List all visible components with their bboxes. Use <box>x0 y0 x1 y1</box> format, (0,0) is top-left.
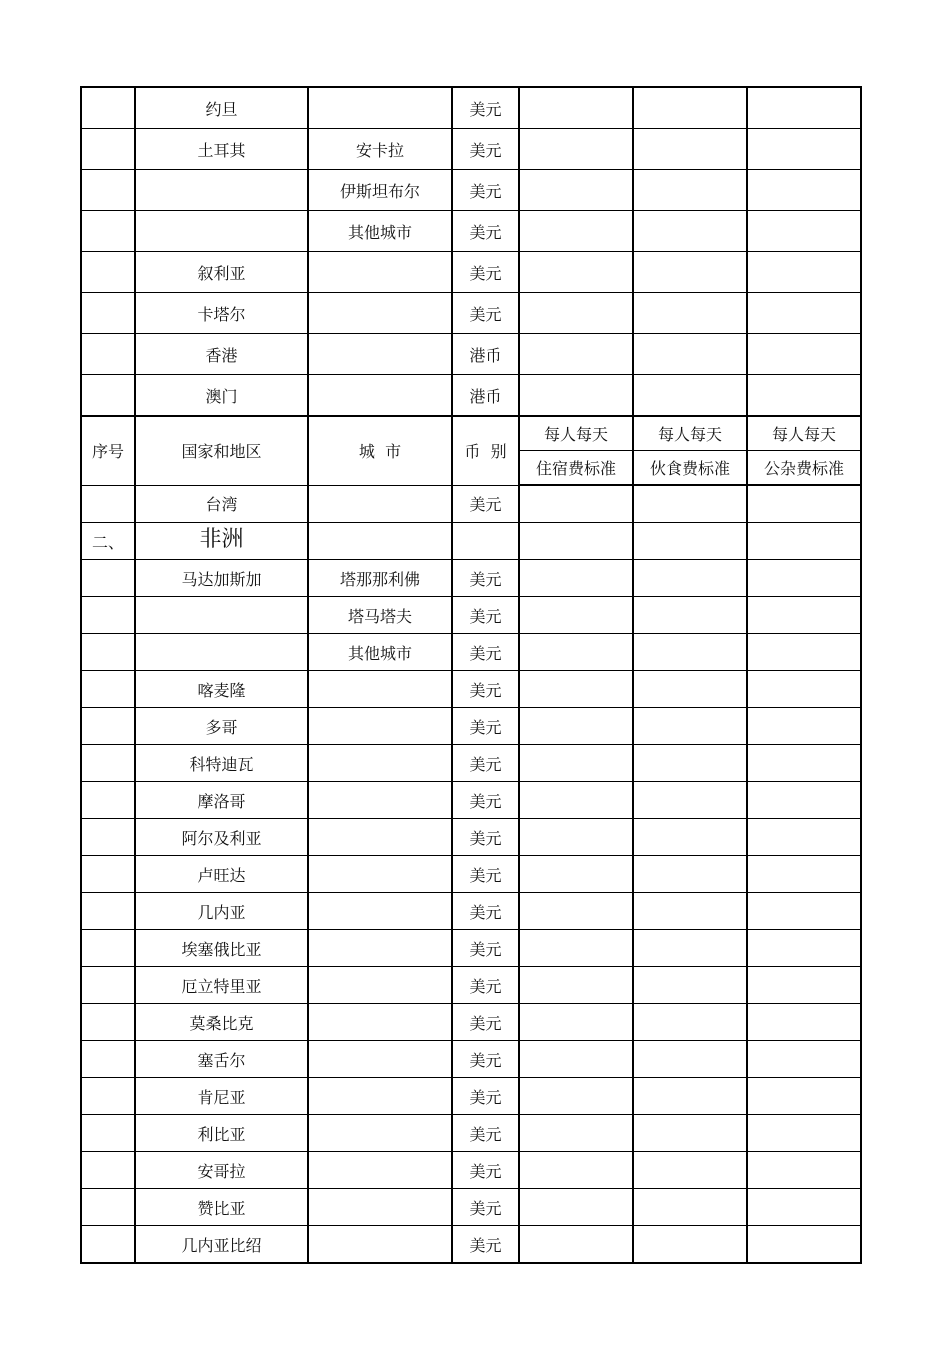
city-cell <box>308 1152 452 1189</box>
seq-cell <box>81 671 135 708</box>
seq-cell <box>81 1189 135 1226</box>
expense-standard-table <box>80 86 862 1264</box>
currency-cell: 美元 <box>452 252 519 293</box>
misc-cell <box>747 560 861 597</box>
currency-cell: 美元 <box>452 967 519 1004</box>
city-cell <box>308 819 452 856</box>
currency-cell: 港币 <box>452 334 519 375</box>
seq-cell <box>81 782 135 819</box>
currency-cell: 美元 <box>452 87 519 129</box>
table-row <box>81 745 861 782</box>
food-cell <box>633 170 747 211</box>
lodging-cell <box>519 485 633 523</box>
table-row <box>81 1004 861 1041</box>
lodging-cell <box>519 1041 633 1078</box>
food-cell <box>633 967 747 1004</box>
header-country: 国家和地区 <box>135 416 308 485</box>
misc-cell <box>747 293 861 334</box>
currency-cell: 美元 <box>452 1152 519 1189</box>
seq-cell <box>81 1226 135 1264</box>
lodging-cell <box>519 1152 633 1189</box>
currency-cell: 美元 <box>452 819 519 856</box>
city-cell <box>308 745 452 782</box>
city-cell <box>308 485 452 523</box>
currency-cell: 美元 <box>452 634 519 671</box>
misc-cell <box>747 1004 861 1041</box>
table-row <box>81 1189 861 1226</box>
misc-cell <box>747 893 861 930</box>
food-cell <box>633 1078 747 1115</box>
currency-cell: 美元 <box>452 1078 519 1115</box>
seq-cell <box>81 1078 135 1115</box>
lodging-cell <box>519 856 633 893</box>
country-cell: 赞比亚 <box>135 1189 308 1226</box>
table-row <box>81 893 861 930</box>
table-row <box>81 634 861 671</box>
seq-cell <box>81 745 135 782</box>
food-cell <box>633 1004 747 1041</box>
lodging-cell <box>519 745 633 782</box>
currency-cell: 美元 <box>452 930 519 967</box>
currency-cell: 美元 <box>452 560 519 597</box>
currency-cell: 美元 <box>452 293 519 334</box>
city-cell <box>308 856 452 893</box>
header-misc-top: 每人每天 <box>747 416 861 451</box>
country-cell: 科特迪瓦 <box>135 745 308 782</box>
food-cell <box>633 375 747 417</box>
misc-cell <box>747 252 861 293</box>
city-cell <box>308 1078 452 1115</box>
misc-cell <box>747 1078 861 1115</box>
country-cell: 土耳其 <box>135 129 308 170</box>
city-cell <box>308 967 452 1004</box>
currency-cell: 美元 <box>452 1115 519 1152</box>
seq-cell <box>81 1004 135 1041</box>
city-cell <box>308 523 452 560</box>
table-row <box>81 334 861 375</box>
country-cell: 摩洛哥 <box>135 782 308 819</box>
city-cell <box>308 1004 452 1041</box>
seq-cell <box>81 334 135 375</box>
city-cell <box>308 930 452 967</box>
city-cell <box>308 893 452 930</box>
lodging-cell <box>519 782 633 819</box>
table-row <box>81 375 861 417</box>
lodging-cell <box>519 1189 633 1226</box>
currency-cell: 美元 <box>452 856 519 893</box>
lodging-cell <box>519 930 633 967</box>
misc-cell <box>747 819 861 856</box>
country-cell: 几内亚 <box>135 893 308 930</box>
seq-cell <box>81 930 135 967</box>
seq-cell <box>81 819 135 856</box>
currency-cell: 港币 <box>452 375 519 417</box>
currency-cell: 美元 <box>452 211 519 252</box>
city-cell <box>308 1041 452 1078</box>
table-row <box>81 819 861 856</box>
country-cell: 台湾 <box>135 485 308 523</box>
lodging-cell <box>519 1115 633 1152</box>
city-cell <box>308 1189 452 1226</box>
food-cell <box>633 671 747 708</box>
country-cell: 厄立特里亚 <box>135 967 308 1004</box>
table-row <box>81 129 861 170</box>
misc-cell <box>747 856 861 893</box>
food-cell <box>633 819 747 856</box>
table-row <box>81 1041 861 1078</box>
lodging-cell <box>519 671 633 708</box>
seq-cell <box>81 893 135 930</box>
table-row <box>81 1078 861 1115</box>
currency-cell <box>452 523 519 560</box>
table-row <box>81 560 861 597</box>
currency-cell: 美元 <box>452 485 519 523</box>
city-cell: 塔那那利佛 <box>308 560 452 597</box>
misc-cell <box>747 597 861 634</box>
lodging-cell <box>519 1004 633 1041</box>
misc-cell <box>747 708 861 745</box>
lodging-cell <box>519 129 633 170</box>
seq-cell <box>81 170 135 211</box>
seq-cell <box>81 252 135 293</box>
food-cell <box>633 856 747 893</box>
currency-cell: 美元 <box>452 782 519 819</box>
currency-cell: 美元 <box>452 1041 519 1078</box>
misc-cell <box>747 375 861 417</box>
seq-cell <box>81 634 135 671</box>
header-food-bottom: 伙食费标准 <box>633 451 747 486</box>
table-row <box>81 930 861 967</box>
lodging-cell <box>519 597 633 634</box>
lodging-cell <box>519 560 633 597</box>
table-row <box>81 1115 861 1152</box>
table-row <box>81 293 861 334</box>
misc-cell <box>747 1152 861 1189</box>
lodging-cell <box>519 252 633 293</box>
lodging-cell <box>519 708 633 745</box>
country-cell: 塞舌尔 <box>135 1041 308 1078</box>
misc-cell <box>747 782 861 819</box>
misc-cell <box>747 1041 861 1078</box>
misc-cell <box>747 523 861 560</box>
country-cell: 约旦 <box>135 87 308 129</box>
seq-cell <box>81 1152 135 1189</box>
seq-cell <box>81 485 135 523</box>
country-cell <box>135 597 308 634</box>
table-row <box>81 671 861 708</box>
food-cell <box>633 597 747 634</box>
lodging-cell <box>519 170 633 211</box>
table-row <box>81 856 861 893</box>
table-row <box>81 967 861 1004</box>
table-row <box>81 252 861 293</box>
country-cell: 叙利亚 <box>135 252 308 293</box>
food-cell <box>633 252 747 293</box>
seq-cell <box>81 856 135 893</box>
misc-cell <box>747 1189 861 1226</box>
seq-cell <box>81 211 135 252</box>
misc-cell <box>747 334 861 375</box>
seq-cell <box>81 1041 135 1078</box>
misc-cell <box>747 87 861 129</box>
country-cell <box>135 170 308 211</box>
city-cell <box>308 1115 452 1152</box>
header-lodging-bottom: 住宿费标准 <box>519 451 633 486</box>
seq-cell <box>81 129 135 170</box>
food-cell <box>633 560 747 597</box>
lodging-cell <box>519 375 633 417</box>
lodging-cell <box>519 211 633 252</box>
lodging-cell <box>519 1078 633 1115</box>
misc-cell <box>747 671 861 708</box>
lodging-cell <box>519 967 633 1004</box>
currency-cell: 美元 <box>452 129 519 170</box>
currency-cell: 美元 <box>452 1226 519 1264</box>
city-cell: 塔马塔夫 <box>308 597 452 634</box>
table-row <box>81 87 861 129</box>
misc-cell <box>747 1115 861 1152</box>
seq-cell <box>81 560 135 597</box>
misc-cell <box>747 634 861 671</box>
country-cell: 莫桑比克 <box>135 1004 308 1041</box>
table-row <box>81 782 861 819</box>
seq-cell <box>81 375 135 417</box>
header-seq: 序号 <box>81 416 135 485</box>
seq-cell <box>81 597 135 634</box>
lodging-cell <box>519 293 633 334</box>
expense-standard-sheet <box>80 86 860 1264</box>
food-cell <box>633 1226 747 1264</box>
country-cell: 安哥拉 <box>135 1152 308 1189</box>
lodging-cell <box>519 893 633 930</box>
country-cell: 埃塞俄比亚 <box>135 930 308 967</box>
seq-cell <box>81 1115 135 1152</box>
header-city: 城 市 <box>308 416 452 485</box>
country-cell: 马达加斯加 <box>135 560 308 597</box>
country-cell: 喀麦隆 <box>135 671 308 708</box>
table-row-taiwan <box>81 485 861 523</box>
city-cell: 伊斯坦布尔 <box>308 170 452 211</box>
country-cell: 多哥 <box>135 708 308 745</box>
city-cell <box>308 87 452 129</box>
country-cell: 澳门 <box>135 375 308 417</box>
misc-cell <box>747 930 861 967</box>
food-cell <box>633 1115 747 1152</box>
header-lodging-top: 每人每天 <box>519 416 633 451</box>
currency-cell: 美元 <box>452 1189 519 1226</box>
country-cell: 利比亚 <box>135 1115 308 1152</box>
food-cell <box>633 1152 747 1189</box>
header-food-top: 每人每天 <box>633 416 747 451</box>
food-cell <box>633 930 747 967</box>
city-cell: 其他城市 <box>308 211 452 252</box>
city-cell <box>308 1226 452 1264</box>
food-cell <box>633 634 747 671</box>
lodging-cell <box>519 819 633 856</box>
header-row <box>81 416 861 451</box>
misc-cell <box>747 967 861 1004</box>
city-cell: 安卡拉 <box>308 129 452 170</box>
food-cell <box>633 893 747 930</box>
lodging-cell <box>519 334 633 375</box>
food-cell <box>633 87 747 129</box>
city-cell <box>308 708 452 745</box>
section-number: 二、 <box>81 523 135 560</box>
misc-cell <box>747 485 861 523</box>
city-cell <box>308 293 452 334</box>
city-cell <box>308 375 452 417</box>
country-cell: 香港 <box>135 334 308 375</box>
currency-cell: 美元 <box>452 745 519 782</box>
header-currency: 币 别 <box>452 416 519 485</box>
currency-cell: 美元 <box>452 893 519 930</box>
misc-cell <box>747 1226 861 1264</box>
lodging-cell <box>519 87 633 129</box>
city-cell <box>308 782 452 819</box>
currency-cell: 美元 <box>452 1004 519 1041</box>
currency-cell: 美元 <box>452 671 519 708</box>
city-cell: 其他城市 <box>308 634 452 671</box>
food-cell <box>633 1041 747 1078</box>
table-row <box>81 708 861 745</box>
misc-cell <box>747 211 861 252</box>
country-cell: 肯尼亚 <box>135 1078 308 1115</box>
city-cell <box>308 252 452 293</box>
misc-cell <box>747 745 861 782</box>
city-cell <box>308 334 452 375</box>
currency-cell: 美元 <box>452 597 519 634</box>
misc-cell <box>747 170 861 211</box>
table-row <box>81 597 861 634</box>
seq-cell <box>81 708 135 745</box>
food-cell <box>633 1189 747 1226</box>
food-cell <box>633 745 747 782</box>
food-cell <box>633 211 747 252</box>
food-cell <box>633 708 747 745</box>
food-cell <box>633 129 747 170</box>
country-cell: 几内亚比绍 <box>135 1226 308 1264</box>
table-row <box>81 1226 861 1264</box>
section-title: 非洲 <box>199 526 244 552</box>
currency-cell: 美元 <box>452 170 519 211</box>
table-row <box>81 1152 861 1189</box>
table-row <box>81 211 861 252</box>
food-cell <box>633 782 747 819</box>
section-row-africa <box>81 523 861 560</box>
country-cell: 阿尔及利亚 <box>135 819 308 856</box>
country-cell: 卡塔尔 <box>135 293 308 334</box>
seq-cell <box>81 293 135 334</box>
lodging-cell <box>519 634 633 671</box>
header-misc-bottom: 公杂费标准 <box>747 451 861 486</box>
food-cell <box>633 523 747 560</box>
food-cell <box>633 293 747 334</box>
section-title-cell <box>135 523 308 560</box>
food-cell <box>633 485 747 523</box>
lodging-cell <box>519 523 633 560</box>
food-cell <box>633 334 747 375</box>
country-cell: 卢旺达 <box>135 856 308 893</box>
city-cell <box>308 671 452 708</box>
table-row <box>81 170 861 211</box>
country-cell <box>135 634 308 671</box>
lodging-cell <box>519 1226 633 1264</box>
seq-cell <box>81 967 135 1004</box>
seq-cell <box>81 87 135 129</box>
country-cell <box>135 211 308 252</box>
currency-cell: 美元 <box>452 708 519 745</box>
misc-cell <box>747 129 861 170</box>
